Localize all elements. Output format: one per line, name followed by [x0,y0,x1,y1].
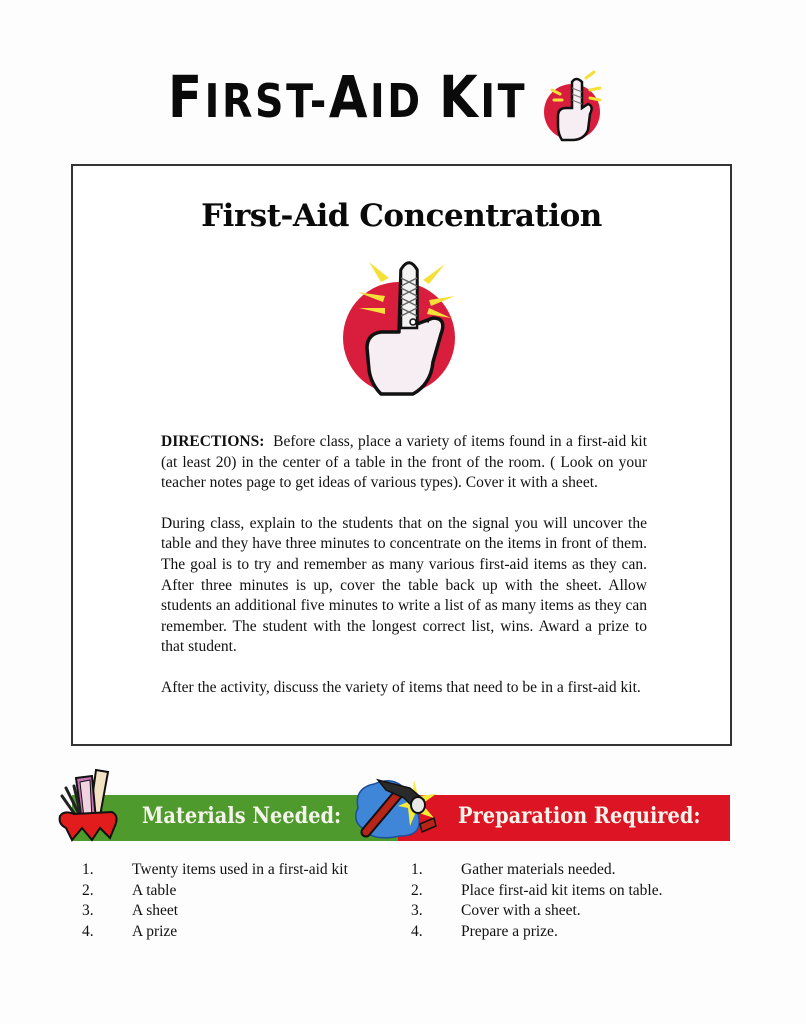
materials-heading: Materials Needed: [142,803,342,829]
item-text: A table [132,881,177,899]
hammer-icon [352,774,442,842]
page-title [168,63,528,131]
list-item [82,901,348,922]
title-letters: IT [480,74,528,128]
item-number: 1. [82,861,94,878]
item-text: Twenty items used in a first-aid kit [132,861,348,878]
directions-paragraph [161,432,647,494]
directions-label: DIRECTIONS: [161,433,265,450]
item-number: 3. [411,902,423,919]
list-item [411,881,662,902]
list-item [82,860,348,881]
title-letters: ID [370,74,440,128]
preparation-heading: Preparation Required: [458,803,701,829]
preparation-list [411,860,662,942]
item-text: Cover with a sheet. [461,902,581,919]
title-letter: K [439,63,481,131]
preparation-banner [398,795,730,841]
item-number: 2. [411,881,423,899]
list-item [411,860,662,881]
item-number: 4. [82,922,94,940]
list-item [82,881,348,902]
bandaged-finger-hand-icon [337,252,473,402]
title-letter: F [168,63,205,131]
directions-paragraph-text: Before class, place a variety of items found in a first-aid kit (at least 20) in the center of a table in the front of the room. ( Look on your teacher notes page to get ideas of various types). Cover it with a sheet. [161,433,647,492]
directions-text [161,432,647,719]
list-item [82,922,348,943]
item-number: 3. [82,902,94,919]
bandaged-finger-icon [538,68,612,144]
item-text: Place first-aid kit items on table. [461,881,663,899]
list-item [411,901,662,922]
materials-list [82,860,348,942]
item-text: Gather materials needed. [461,861,616,878]
item-text: A sheet [132,902,179,919]
title-letter: A [328,63,371,131]
directions-paragraph: During class, explain to the students that on the signal you will uncover the table and they have three minutes to concentrate on the items in front of them. The goal is to try and remember as many various first-aid items as they can. After three minutes is up, cover the table back up with the sheet. Allow students an additional five minutes to write a list of as many items as they can remember. The student with the longest correct list, wins. Award a prize to that student. [161,514,647,656]
item-text: Prepare a prize. [461,922,558,940]
activity-title: First-Aid Concentration [201,198,602,234]
directions-paragraph: After the activity, discuss the variety of items that need to be in a first-aid kit. [161,678,641,696]
toolbox-icon [56,766,130,842]
activity-box [71,164,732,746]
title-letters: IRST- [204,74,329,128]
item-number: 2. [82,881,94,899]
item-text: A prize [132,922,178,940]
item-number: 4. [411,922,423,940]
list-item [411,922,662,943]
item-number: 1. [411,861,423,878]
